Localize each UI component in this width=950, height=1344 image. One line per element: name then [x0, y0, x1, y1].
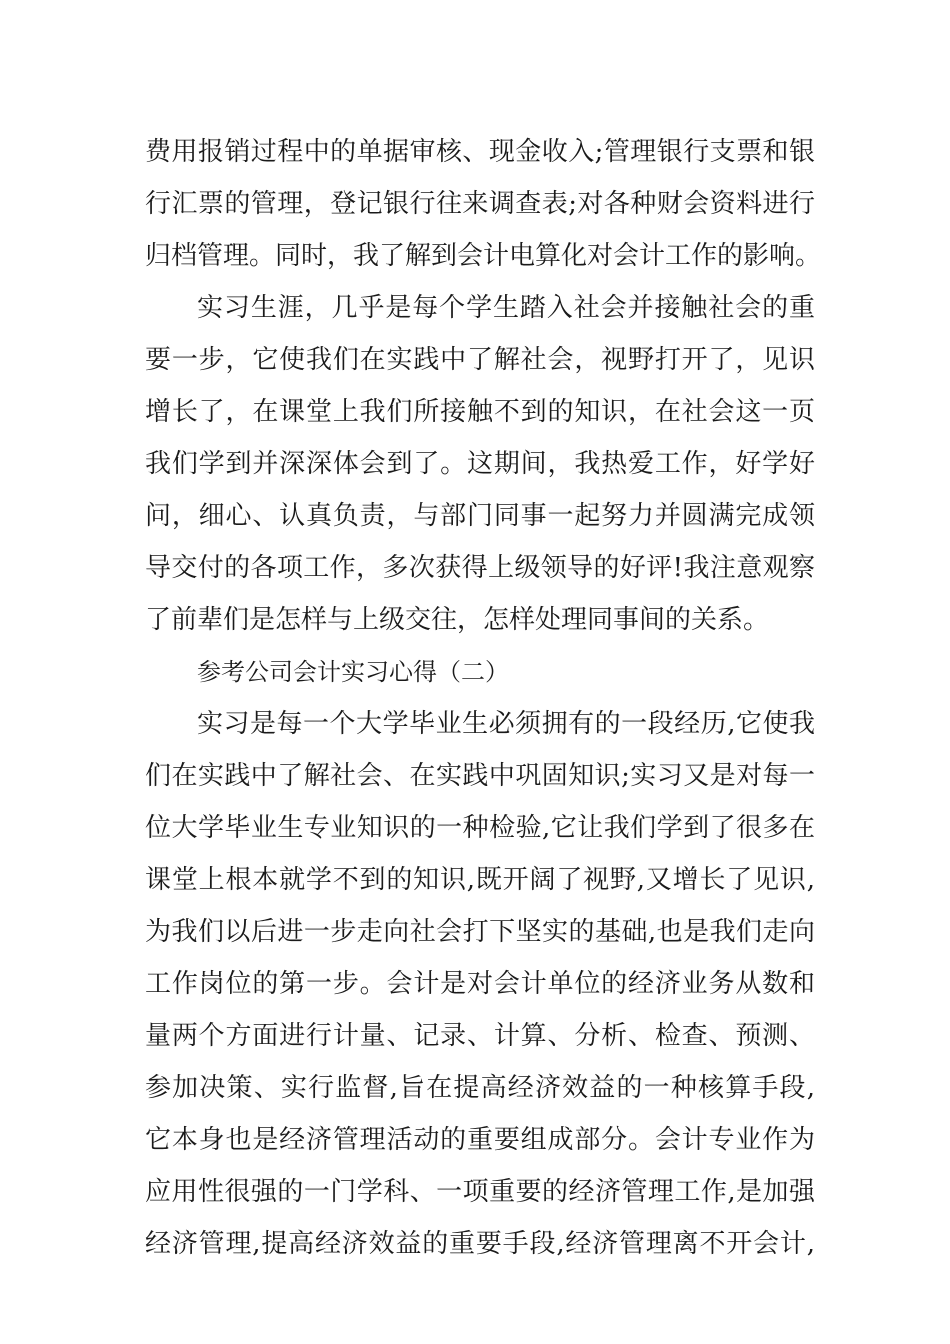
paragraph-line: 为我们以后进一步走向社会打下坚实的基础,也是我们走向	[145, 917, 815, 947]
paragraph-first-line: 实习是每一个大学毕业生必须拥有的一段经历,它使我	[197, 709, 815, 739]
paragraph-line: 工作岗位的第一步。会计是对会计单位的经济业务从数和	[145, 969, 815, 999]
paragraph-last-line: 了前辈们是怎样与上级交往，怎样处理同事间的关系。	[145, 605, 770, 635]
section-heading: 参考公司会计实习心得（二）	[197, 658, 509, 686]
paragraph-line: 课堂上根本就学不到的知识,既开阔了视野,又增长了见识,	[145, 865, 815, 895]
paragraph-line: 经济管理,提高经济效益的重要手段,经济管理离不开会计,	[145, 1229, 815, 1259]
paragraph-line: 要一步，它使我们在实践中了解社会，视野打开了，见识	[145, 345, 815, 375]
paragraph-first-line: 实习生涯，几乎是每个学生踏入社会并接触社会的重	[197, 293, 815, 323]
paragraph-line: 们在实践中了解社会、在实践中巩固知识;实习又是对每一	[145, 761, 815, 791]
paragraph-line: 归档管理。同时，我了解到会计电算化对会计工作的影响。	[145, 241, 822, 271]
document-body	[145, 126, 822, 1270]
paragraph-line: 问，细心、认真负责，与部门同事一起努力并圆满完成领	[145, 501, 815, 531]
paragraph-line: 行汇票的管理，登记银行往来调查表;对各种财会资料进行	[145, 189, 815, 219]
paragraph-line: 应用性很强的一门学科、一项重要的经济管理工作,是加强	[145, 1177, 815, 1207]
paragraph-line: 位大学毕业生专业知识的一种检验,它让我们学到了很多在	[145, 813, 815, 843]
paragraph-line: 费用报销过程中的单据审核、现金收入;管理银行支票和银	[145, 137, 815, 167]
paragraph-line: 它本身也是经济管理活动的重要组成部分。会计专业作为	[145, 1125, 815, 1155]
paragraph-line: 量两个方面进行计量、记录、计算、分析、检查、预测、	[145, 1021, 815, 1051]
paragraph-line: 我们学到并深深体会到了。这期间，我热爱工作，好学好	[145, 449, 815, 479]
paragraph-line: 参加决策、实行监督,旨在提高经济效益的一种核算手段,	[145, 1073, 815, 1103]
paragraph-line: 导交付的各项工作，多次获得上级领导的好评!我注意观察	[145, 553, 815, 583]
paragraph-line: 增长了，在课堂上我们所接触不到的知识，在社会这一页	[145, 397, 815, 427]
